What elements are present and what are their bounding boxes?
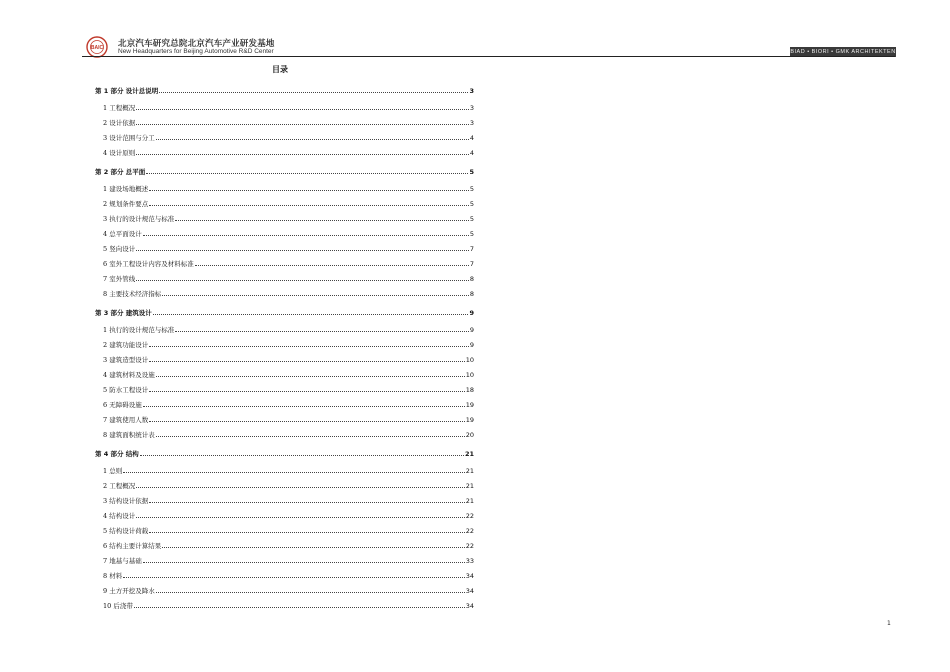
- toc-entry[interactable]: [95, 208, 474, 223]
- toc-entry-page: 9: [469, 309, 474, 317]
- toc-leader-dots: [149, 346, 469, 347]
- toc-entry[interactable]: [95, 580, 474, 595]
- toc-entry-label: 7 室外管线: [103, 275, 136, 283]
- toc-entry-label: 4 总平面设计: [103, 230, 142, 238]
- toc-entry-page: 5: [469, 168, 474, 176]
- toc-leader-dots: [134, 607, 465, 608]
- toc-entry-label: 8 建筑面积统计表: [103, 431, 155, 439]
- toc-entry[interactable]: [95, 460, 474, 475]
- toc-leader-dots: [162, 295, 469, 296]
- toc-entry[interactable]: [95, 379, 474, 394]
- header-org-cn: 北京汽车研究总院北京汽车产业研发基地: [118, 39, 275, 49]
- toc-entry-page: 8: [469, 290, 474, 298]
- toc-leader-dots: [140, 455, 464, 456]
- toc-entry-label: 2 建筑功能设计: [103, 341, 149, 349]
- toc-entry[interactable]: [95, 505, 474, 520]
- toc-leader-dots: [136, 487, 465, 488]
- toc-entry-label: 1 总则: [103, 467, 123, 475]
- toc-entry-page: 9: [469, 326, 474, 334]
- toc-entry-label: 6 室外工程设计内容及材料标准: [103, 260, 194, 268]
- toc-entry[interactable]: [95, 178, 474, 193]
- toc-part-heading[interactable]: [95, 298, 474, 317]
- toc-leader-dots: [153, 314, 469, 315]
- toc-entry-page: 4: [469, 149, 474, 157]
- toc-entry-page: 10: [465, 356, 474, 364]
- toc-entry[interactable]: [95, 520, 474, 535]
- toc-leader-dots: [149, 190, 469, 191]
- toc-entry[interactable]: [95, 238, 474, 253]
- toc-entry[interactable]: [95, 364, 474, 379]
- toc-entry-label: 3 执行的设计规范与标准: [103, 215, 175, 223]
- toc-entry-label: 7 建筑使用人数: [103, 416, 149, 424]
- toc-entry[interactable]: [95, 112, 474, 127]
- toc-entry-page: 21: [465, 482, 474, 490]
- toc-entry-label: 9 土方开挖及降水: [103, 587, 155, 595]
- toc-leader-dots: [149, 532, 465, 533]
- toc-leader-dots: [156, 592, 465, 593]
- toc-leader-dots: [136, 250, 469, 251]
- toc-leader-dots: [156, 376, 465, 377]
- toc-entry-label: 5 竖向设计: [103, 245, 136, 253]
- toc-leader-dots: [149, 361, 465, 362]
- toc-leader-dots: [123, 472, 465, 473]
- toc-entry-page: 8: [469, 275, 474, 283]
- toc-entry[interactable]: [95, 424, 474, 439]
- toc-entry-label: 8 材料: [103, 572, 123, 580]
- toc-part-heading[interactable]: [95, 439, 474, 458]
- toc-leader-dots: [162, 547, 465, 548]
- toc-entry-label: 10 后浇带: [103, 602, 133, 610]
- toc-entry[interactable]: [95, 550, 474, 565]
- toc-entry-page: 10: [465, 371, 474, 379]
- toc-entry-label: 第 4 部分 结构: [95, 450, 139, 458]
- page-number: 1: [887, 620, 891, 627]
- toc-entry-label: 4 结构设计: [103, 512, 136, 520]
- toc-entry-page: 5: [469, 200, 474, 208]
- toc-leader-dots: [143, 562, 465, 563]
- toc-entry-page: 5: [469, 215, 474, 223]
- toc-leader-dots: [149, 205, 469, 206]
- toc-entry[interactable]: [95, 127, 474, 142]
- toc-entry[interactable]: [95, 268, 474, 283]
- toc-entry-label: 1 工程概况: [103, 104, 136, 112]
- header-rule: [82, 56, 895, 57]
- toc-entry-label: 第 3 部分 建筑设计: [95, 309, 152, 317]
- toc-leader-dots: [149, 502, 465, 503]
- toc-leader-dots: [136, 280, 469, 281]
- toc-entry[interactable]: [95, 535, 474, 550]
- toc-entry-label: 4 建筑材料及设施: [103, 371, 155, 379]
- toc-leader-dots: [136, 517, 465, 518]
- toc-entry-page: 22: [465, 512, 474, 520]
- baic-logo-icon: [86, 36, 108, 58]
- toc-leader-dots: [136, 124, 469, 125]
- toc-entry-page: 3: [469, 104, 474, 112]
- toc-part-heading[interactable]: [95, 157, 474, 176]
- toc-entry-label: 3 建筑造型设计: [103, 356, 149, 364]
- toc-entry[interactable]: [95, 319, 474, 334]
- toc-entry-label: 7 地基与基础: [103, 557, 142, 565]
- toc-entry-page: 7: [469, 260, 474, 268]
- toc-leader-dots: [156, 436, 465, 437]
- toc-entry[interactable]: [95, 409, 474, 424]
- toc-entry[interactable]: [95, 595, 474, 610]
- toc-entry[interactable]: [95, 565, 474, 580]
- toc-entry-page: 19: [465, 401, 474, 409]
- toc-leader-dots: [146, 173, 468, 174]
- toc-entry-label: 2 规划条件要点: [103, 200, 149, 208]
- toc-entry-label: 5 结构设计荷载: [103, 527, 149, 535]
- toc-entry-page: 34: [465, 587, 474, 595]
- toc-entry-label: 5 防水工程设计: [103, 386, 149, 394]
- toc-entry-label: 3 设计范围与分工: [103, 134, 155, 142]
- toc-leader-dots: [149, 421, 465, 422]
- toc-entry[interactable]: [95, 142, 474, 157]
- firm-banner: BIAD • BIORI • GMK ARCHITEKTEN: [790, 49, 896, 55]
- toc-leader-dots: [136, 109, 469, 110]
- toc-entry-page: 33: [465, 557, 474, 565]
- toc-leader-dots: [156, 139, 469, 140]
- toc-entry-label: 1 建设场地概述: [103, 185, 149, 193]
- toc-title: 目录: [272, 65, 288, 74]
- toc-entry[interactable]: [95, 475, 474, 490]
- toc-leader-dots: [123, 577, 465, 578]
- toc-leader-dots: [175, 220, 469, 221]
- toc-part-heading[interactable]: [95, 76, 474, 95]
- toc-entry[interactable]: [95, 223, 474, 238]
- toc-entry-label: 第 1 部分 设计总说明: [95, 87, 159, 95]
- toc-leader-dots: [195, 265, 469, 266]
- toc-entry-page: 18: [465, 386, 474, 394]
- toc-entry-page: 34: [465, 572, 474, 580]
- toc-entry-page: 34: [465, 602, 474, 610]
- toc-entry-page: 19: [465, 416, 474, 424]
- toc-entry-page: 5: [469, 185, 474, 193]
- toc-entry-label: 4 设计原则: [103, 149, 136, 157]
- toc-entry[interactable]: [95, 253, 474, 268]
- toc-entry-page: 21: [465, 497, 474, 505]
- toc-entry-page: 9: [469, 341, 474, 349]
- toc-entry-label: 第 2 部分 总平面: [95, 168, 146, 176]
- toc-entry[interactable]: [95, 349, 474, 364]
- toc-entry[interactable]: [95, 97, 474, 112]
- toc-entry-label: 8 主要技术经济指标: [103, 290, 162, 298]
- toc-leader-dots: [143, 235, 469, 236]
- toc-entry-page: 3: [469, 87, 474, 95]
- svg-text:BAIC: BAIC: [90, 45, 104, 52]
- toc-entry-page: 22: [465, 542, 474, 550]
- toc-entry-page: 21: [464, 450, 474, 458]
- toc-entry-page: 21: [465, 467, 474, 475]
- toc-entry[interactable]: [95, 193, 474, 208]
- toc-leader-dots: [159, 92, 468, 93]
- toc-entry-page: 5: [469, 230, 474, 238]
- toc-leader-dots: [149, 391, 465, 392]
- toc-entry[interactable]: [95, 394, 474, 409]
- toc-entry-page: 22: [465, 527, 474, 535]
- toc-entry-page: 3: [469, 119, 474, 127]
- toc-leader-dots: [175, 331, 469, 332]
- toc-entry-page: 20: [465, 431, 474, 439]
- table-of-contents: [95, 76, 474, 610]
- toc-entry-label: 1 执行的设计规范与标准: [103, 326, 175, 334]
- toc-entry[interactable]: [95, 283, 474, 298]
- toc-leader-dots: [136, 154, 469, 155]
- toc-entry[interactable]: [95, 334, 474, 349]
- toc-entry-label: 3 结构设计依据: [103, 497, 149, 505]
- toc-entry-label: 6 结构主要计算结果: [103, 542, 162, 550]
- toc-entry-label: 2 工程概况: [103, 482, 136, 490]
- toc-entry[interactable]: [95, 490, 474, 505]
- toc-entry-page: 7: [469, 245, 474, 253]
- header-org-en: New Headquarters for Beijing Automotive R&D Center: [118, 48, 274, 55]
- toc-entry-label: 6 无障碍设施: [103, 401, 142, 409]
- toc-leader-dots: [143, 406, 465, 407]
- toc-entry-label: 2 设计依据: [103, 119, 136, 127]
- toc-entry-page: 4: [469, 134, 474, 142]
